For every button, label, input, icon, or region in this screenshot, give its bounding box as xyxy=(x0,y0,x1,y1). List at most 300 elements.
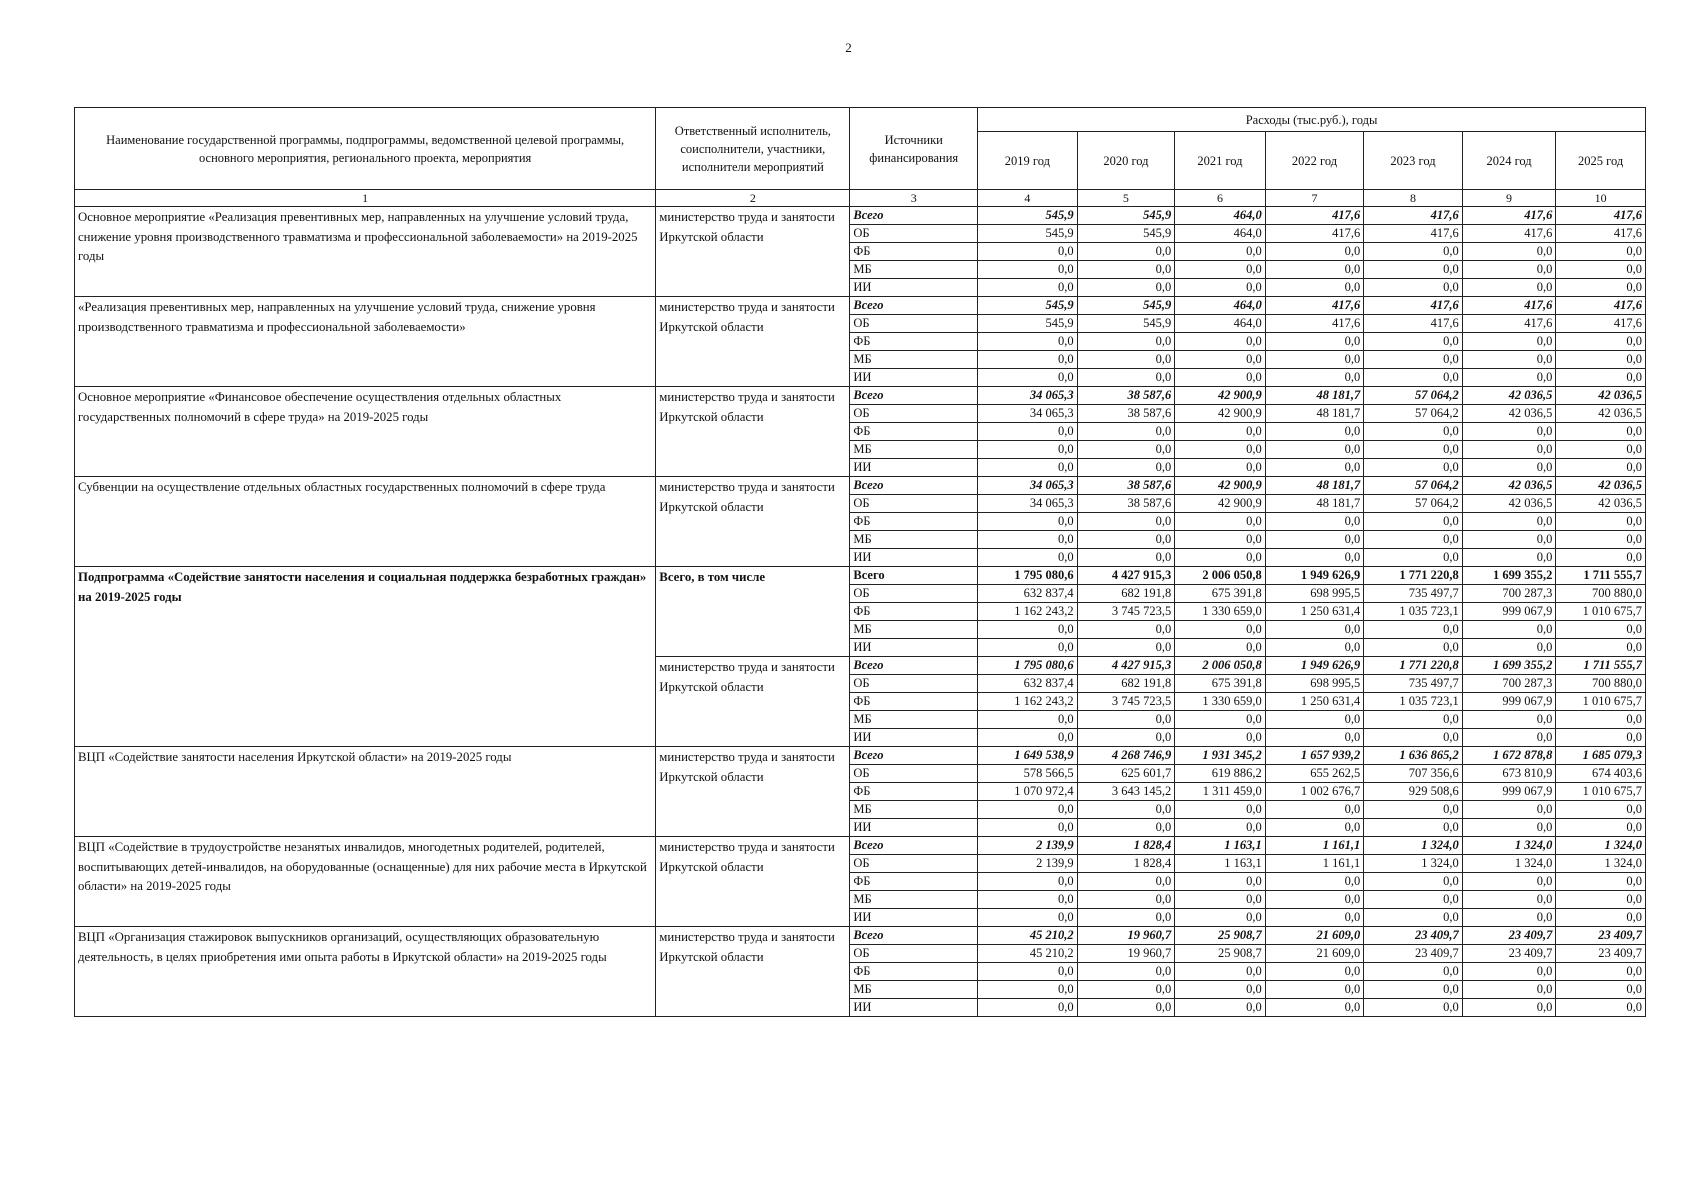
expense-value: 0,0 xyxy=(1265,423,1364,441)
expense-value: 0,0 xyxy=(1556,873,1646,891)
expense-value: 0,0 xyxy=(1462,963,1556,981)
funding-source: МБ xyxy=(850,981,978,999)
expense-value: 0,0 xyxy=(1364,621,1463,639)
expense-value: 0,0 xyxy=(1462,441,1556,459)
expense-value: 0,0 xyxy=(1265,801,1364,819)
expense-value: 38 587,6 xyxy=(1077,495,1175,513)
expense-value: 1 070 972,4 xyxy=(978,783,1078,801)
expenses-table xyxy=(74,107,1646,1017)
expense-value: 545,9 xyxy=(1077,207,1175,225)
column-number: 7 xyxy=(1265,190,1364,207)
expense-value: 675 391,8 xyxy=(1175,585,1266,603)
expense-value: 0,0 xyxy=(1462,873,1556,891)
expense-value: 0,0 xyxy=(1462,279,1556,297)
expense-value: 1 711 555,7 xyxy=(1556,567,1646,585)
expense-value: 1 931 345,2 xyxy=(1175,747,1266,765)
expense-value: 0,0 xyxy=(1364,441,1463,459)
funding-source: МБ xyxy=(850,441,978,459)
expense-value: 25 908,7 xyxy=(1175,945,1266,963)
table-body xyxy=(75,207,1646,1017)
expense-value: 0,0 xyxy=(1462,513,1556,531)
funding-source: ФБ xyxy=(850,423,978,441)
expense-value: 0,0 xyxy=(978,243,1078,261)
expense-value: 0,0 xyxy=(1462,981,1556,999)
expense-value: 417,6 xyxy=(1364,225,1463,243)
expense-value: 0,0 xyxy=(978,423,1078,441)
expense-value: 545,9 xyxy=(978,207,1078,225)
table-row xyxy=(75,477,1646,495)
expense-value: 0,0 xyxy=(978,909,1078,927)
expense-value: 0,0 xyxy=(1175,873,1266,891)
expense-value: 19 960,7 xyxy=(1077,945,1175,963)
program-name: ВЦП «Содействие занятости населения Иркутской области» на 2019-2025 годы xyxy=(75,747,656,837)
expense-value: 34 065,3 xyxy=(978,477,1078,495)
expense-value: 417,6 xyxy=(1364,207,1463,225)
expense-value: 0,0 xyxy=(1556,369,1646,387)
expense-value: 0,0 xyxy=(1077,279,1175,297)
expense-value: 42 900,9 xyxy=(1175,477,1266,495)
expense-value: 0,0 xyxy=(1462,999,1556,1017)
funding-source: МБ xyxy=(850,351,978,369)
header-year: 2020 год xyxy=(1077,132,1175,190)
column-number: 3 xyxy=(850,190,978,207)
expense-value: 57 064,2 xyxy=(1364,387,1463,405)
expense-value: 3 643 145,2 xyxy=(1077,783,1175,801)
expense-value: 0,0 xyxy=(1364,891,1463,909)
expense-value: 0,0 xyxy=(1077,261,1175,279)
expense-value: 0,0 xyxy=(1175,243,1266,261)
expense-value: 999 067,9 xyxy=(1462,693,1556,711)
expense-value: 0,0 xyxy=(1556,261,1646,279)
program-name: Подпрограмма «Содействие занятости населения и социальная поддержка безработных граждан» на 2019-2025 годы xyxy=(75,567,656,747)
expense-value: 464,0 xyxy=(1175,225,1266,243)
expense-value: 0,0 xyxy=(1077,423,1175,441)
expense-value: 0,0 xyxy=(978,369,1078,387)
header-year: 2023 год xyxy=(1364,132,1463,190)
expense-value: 48 181,7 xyxy=(1265,387,1364,405)
expense-value: 0,0 xyxy=(1556,891,1646,909)
expense-value: 2 139,9 xyxy=(978,855,1078,873)
table-row xyxy=(75,297,1646,315)
expense-value: 0,0 xyxy=(1265,369,1364,387)
expense-value: 673 810,9 xyxy=(1462,765,1556,783)
funding-source: Всего xyxy=(850,297,978,315)
expense-value: 0,0 xyxy=(978,981,1078,999)
expense-value: 23 409,7 xyxy=(1364,927,1463,945)
expense-value: 0,0 xyxy=(1556,549,1646,567)
expense-value: 417,6 xyxy=(1462,207,1556,225)
table-row xyxy=(75,927,1646,945)
expense-value: 0,0 xyxy=(1364,819,1463,837)
expense-value: 700 287,3 xyxy=(1462,675,1556,693)
table-row xyxy=(75,837,1646,855)
expense-value: 417,6 xyxy=(1556,207,1646,225)
expense-value: 0,0 xyxy=(978,549,1078,567)
expense-value: 464,0 xyxy=(1175,315,1266,333)
expense-value: 0,0 xyxy=(978,711,1078,729)
expense-value: 0,0 xyxy=(1265,441,1364,459)
expense-value: 0,0 xyxy=(1175,891,1266,909)
expense-value: 1 828,4 xyxy=(1077,837,1175,855)
expense-value: 0,0 xyxy=(1077,333,1175,351)
expense-value: 0,0 xyxy=(1077,891,1175,909)
expense-value: 0,0 xyxy=(1265,873,1364,891)
expense-value: 0,0 xyxy=(978,279,1078,297)
expense-value: 0,0 xyxy=(1364,459,1463,477)
expense-value: 0,0 xyxy=(978,963,1078,981)
expense-value: 417,6 xyxy=(1364,297,1463,315)
expense-value: 0,0 xyxy=(1462,819,1556,837)
expense-value: 0,0 xyxy=(1462,423,1556,441)
expense-value: 0,0 xyxy=(1175,639,1266,657)
expense-value: 0,0 xyxy=(1556,333,1646,351)
funding-source: ФБ xyxy=(850,873,978,891)
expense-value: 0,0 xyxy=(1462,351,1556,369)
expense-value: 0,0 xyxy=(978,729,1078,747)
expense-value: 1 161,1 xyxy=(1265,837,1364,855)
responsible-executor: министерство труда и занятости Иркутской области xyxy=(656,657,850,747)
expense-value: 57 064,2 xyxy=(1364,495,1463,513)
column-number: 5 xyxy=(1077,190,1175,207)
column-number: 9 xyxy=(1462,190,1556,207)
expense-value: 42 036,5 xyxy=(1462,495,1556,513)
expense-value: 0,0 xyxy=(978,873,1078,891)
expense-value: 42 900,9 xyxy=(1175,405,1266,423)
expense-value: 42 036,5 xyxy=(1556,387,1646,405)
responsible-executor: министерство труда и занятости Иркутской области xyxy=(656,927,850,1017)
expense-value: 700 880,0 xyxy=(1556,585,1646,603)
expense-value: 0,0 xyxy=(1077,549,1175,567)
expense-value: 0,0 xyxy=(1364,639,1463,657)
expense-value: 417,6 xyxy=(1556,297,1646,315)
expense-value: 0,0 xyxy=(1175,351,1266,369)
expense-value: 23 409,7 xyxy=(1462,927,1556,945)
expense-value: 0,0 xyxy=(1265,909,1364,927)
expense-value: 4 427 915,3 xyxy=(1077,567,1175,585)
expense-value: 632 837,4 xyxy=(978,675,1078,693)
expense-value: 1 699 355,2 xyxy=(1462,567,1556,585)
expense-value: 1 163,1 xyxy=(1175,837,1266,855)
expense-value: 42 900,9 xyxy=(1175,387,1266,405)
funding-source: МБ xyxy=(850,801,978,819)
funding-source: МБ xyxy=(850,621,978,639)
expense-value: 682 191,8 xyxy=(1077,585,1175,603)
expense-value: 0,0 xyxy=(1556,621,1646,639)
expense-value: 999 067,9 xyxy=(1462,603,1556,621)
expense-value: 682 191,8 xyxy=(1077,675,1175,693)
expense-value: 1 649 538,9 xyxy=(978,747,1078,765)
table-row xyxy=(75,207,1646,225)
expense-value: 0,0 xyxy=(1265,711,1364,729)
program-name: Субвенции на осуществление отдельных областных государственных полномочий в сфере труда xyxy=(75,477,656,567)
expense-value: 1 330 659,0 xyxy=(1175,603,1266,621)
funding-source: ОБ xyxy=(850,405,978,423)
expense-value: 0,0 xyxy=(978,459,1078,477)
expense-value: 0,0 xyxy=(1175,279,1266,297)
funding-source: ИИ xyxy=(850,999,978,1017)
expense-value: 0,0 xyxy=(978,891,1078,909)
expense-value: 0,0 xyxy=(1265,819,1364,837)
expense-value: 1 324,0 xyxy=(1556,855,1646,873)
expense-value: 0,0 xyxy=(1265,729,1364,747)
expense-value: 2 139,9 xyxy=(978,837,1078,855)
expense-value: 0,0 xyxy=(1265,459,1364,477)
expense-value: 42 036,5 xyxy=(1556,495,1646,513)
expense-value: 1 161,1 xyxy=(1265,855,1364,873)
expense-value: 42 036,5 xyxy=(1556,405,1646,423)
expense-value: 0,0 xyxy=(1556,981,1646,999)
expense-value: 0,0 xyxy=(1364,333,1463,351)
expense-value: 0,0 xyxy=(1556,441,1646,459)
expense-value: 1 771 220,8 xyxy=(1364,657,1463,675)
funding-source: Всего xyxy=(850,927,978,945)
expense-value: 0,0 xyxy=(1364,279,1463,297)
expense-value: 0,0 xyxy=(1265,351,1364,369)
expense-value: 2 006 050,8 xyxy=(1175,657,1266,675)
expense-value: 417,6 xyxy=(1462,315,1556,333)
funding-source: Всего xyxy=(850,837,978,855)
expense-value: 3 745 723,5 xyxy=(1077,693,1175,711)
expense-value: 42 036,5 xyxy=(1462,387,1556,405)
expense-value: 1 330 659,0 xyxy=(1175,693,1266,711)
header-name: Наименование государственной программы, подпрограммы, ведомственной целевой программы, основного мероприятия, регионального проекта, мероприятия xyxy=(75,108,656,190)
expense-value: 0,0 xyxy=(1556,729,1646,747)
expense-value: 632 837,4 xyxy=(978,585,1078,603)
expense-value: 464,0 xyxy=(1175,297,1266,315)
funding-source: ИИ xyxy=(850,639,978,657)
expense-value: 545,9 xyxy=(1077,315,1175,333)
expense-value: 1 162 243,2 xyxy=(978,603,1078,621)
expense-value: 698 995,5 xyxy=(1265,675,1364,693)
expense-value: 1 795 080,6 xyxy=(978,657,1078,675)
expense-value: 0,0 xyxy=(1265,891,1364,909)
responsible-executor: министерство труда и занятости Иркутской области xyxy=(656,837,850,927)
expense-value: 929 508,6 xyxy=(1364,783,1463,801)
expense-value: 0,0 xyxy=(1462,531,1556,549)
expense-value: 0,0 xyxy=(1077,621,1175,639)
expense-value: 0,0 xyxy=(1364,981,1463,999)
expense-value: 34 065,3 xyxy=(978,405,1078,423)
header-year: 2019 год xyxy=(978,132,1078,190)
expense-value: 1 162 243,2 xyxy=(978,693,1078,711)
expense-value: 0,0 xyxy=(1364,909,1463,927)
expense-value: 23 409,7 xyxy=(1556,945,1646,963)
expense-value: 42 036,5 xyxy=(1462,477,1556,495)
expense-value: 0,0 xyxy=(1265,243,1364,261)
expense-value: 0,0 xyxy=(1556,279,1646,297)
expense-value: 545,9 xyxy=(978,225,1078,243)
expense-value: 0,0 xyxy=(1077,639,1175,657)
expense-value: 0,0 xyxy=(1265,279,1364,297)
expense-value: 0,0 xyxy=(978,261,1078,279)
expense-value: 0,0 xyxy=(1175,549,1266,567)
column-number: 10 xyxy=(1556,190,1646,207)
expense-value: 1 163,1 xyxy=(1175,855,1266,873)
expense-value: 42 900,9 xyxy=(1175,495,1266,513)
responsible-executor: Всего, в том числе xyxy=(656,567,850,657)
expense-value: 25 908,7 xyxy=(1175,927,1266,945)
responsible-executor: министерство труда и занятости Иркутской области xyxy=(656,207,850,297)
expense-value: 0,0 xyxy=(1265,639,1364,657)
header-year: 2021 год xyxy=(1175,132,1266,190)
expense-value: 545,9 xyxy=(978,297,1078,315)
expense-value: 0,0 xyxy=(978,351,1078,369)
expense-value: 0,0 xyxy=(1364,963,1463,981)
expense-value: 0,0 xyxy=(1265,333,1364,351)
expense-value: 0,0 xyxy=(1175,819,1266,837)
expense-value: 38 587,6 xyxy=(1077,387,1175,405)
expense-value: 0,0 xyxy=(1175,621,1266,639)
expense-value: 735 497,7 xyxy=(1364,675,1463,693)
expense-value: 0,0 xyxy=(1077,441,1175,459)
expense-value: 417,6 xyxy=(1265,315,1364,333)
expense-value: 0,0 xyxy=(1556,909,1646,927)
expense-value: 1 636 865,2 xyxy=(1364,747,1463,765)
funding-source: МБ xyxy=(850,711,978,729)
expense-value: 0,0 xyxy=(1556,999,1646,1017)
expense-value: 0,0 xyxy=(1077,801,1175,819)
expense-value: 0,0 xyxy=(1364,999,1463,1017)
expense-value: 0,0 xyxy=(1364,261,1463,279)
expense-value: 1 828,4 xyxy=(1077,855,1175,873)
expense-value: 1 324,0 xyxy=(1462,855,1556,873)
expense-value: 48 181,7 xyxy=(1265,477,1364,495)
expense-value: 417,6 xyxy=(1462,225,1556,243)
expense-value: 0,0 xyxy=(1556,351,1646,369)
expense-value: 0,0 xyxy=(1265,531,1364,549)
header-source: Источники финансирования xyxy=(850,108,978,190)
expense-value: 45 210,2 xyxy=(978,945,1078,963)
expense-value: 0,0 xyxy=(1175,909,1266,927)
expense-value: 0,0 xyxy=(1364,549,1463,567)
expense-value: 38 587,6 xyxy=(1077,405,1175,423)
column-number: 1 xyxy=(75,190,656,207)
expense-value: 0,0 xyxy=(978,801,1078,819)
expense-value: 0,0 xyxy=(1175,441,1266,459)
funding-source: ИИ xyxy=(850,369,978,387)
column-number: 6 xyxy=(1175,190,1266,207)
program-name: ВЦП «Организация стажировок выпускников организаций, осуществляющих образовательную деятельность, в целях приобретения ими опыта работы в Иркутской области» на 2019-2025 годы xyxy=(75,927,656,1017)
expense-value: 34 065,3 xyxy=(978,495,1078,513)
expense-value: 0,0 xyxy=(1556,819,1646,837)
expense-value: 1 711 555,7 xyxy=(1556,657,1646,675)
expense-value: 1 324,0 xyxy=(1556,837,1646,855)
expense-value: 417,6 xyxy=(1462,297,1556,315)
expense-value: 1 250 631,4 xyxy=(1265,603,1364,621)
funding-source: Всего xyxy=(850,207,978,225)
expense-value: 625 601,7 xyxy=(1077,765,1175,783)
expense-value: 1 250 631,4 xyxy=(1265,693,1364,711)
funding-source: ФБ xyxy=(850,783,978,801)
expense-value: 0,0 xyxy=(1364,729,1463,747)
expense-value: 0,0 xyxy=(1364,369,1463,387)
expense-value: 0,0 xyxy=(1175,261,1266,279)
funding-source: ОБ xyxy=(850,855,978,873)
program-name: ВЦП «Содействие в трудоустройстве незанятых инвалидов, многодетных родителей, родителей, воспитывающих детей-инвалидов, на оборудованные (оснащенные) для них рабочие места в Иркутской области» на 2019-2025 годы xyxy=(75,837,656,927)
expense-value: 0,0 xyxy=(978,999,1078,1017)
expense-value: 619 886,2 xyxy=(1175,765,1266,783)
expense-value: 545,9 xyxy=(978,315,1078,333)
table-row xyxy=(75,567,1646,585)
expense-value: 464,0 xyxy=(1175,207,1266,225)
funding-source: ИИ xyxy=(850,729,978,747)
expense-value: 4 268 746,9 xyxy=(1077,747,1175,765)
expense-value: 1 324,0 xyxy=(1364,855,1463,873)
expense-value: 674 403,6 xyxy=(1556,765,1646,783)
expense-value: 1 672 878,8 xyxy=(1462,747,1556,765)
funding-source: ИИ xyxy=(850,549,978,567)
expense-value: 57 064,2 xyxy=(1364,405,1463,423)
expense-value: 0,0 xyxy=(1175,423,1266,441)
expense-value: 1 657 939,2 xyxy=(1265,747,1364,765)
expense-value: 1 002 676,7 xyxy=(1265,783,1364,801)
expense-value: 0,0 xyxy=(1364,513,1463,531)
funding-source: ИИ xyxy=(850,279,978,297)
expense-value: 0,0 xyxy=(1175,999,1266,1017)
expense-value: 0,0 xyxy=(978,639,1078,657)
expense-value: 0,0 xyxy=(1265,999,1364,1017)
expense-value: 700 287,3 xyxy=(1462,585,1556,603)
expense-value: 417,6 xyxy=(1265,297,1364,315)
expense-value: 417,6 xyxy=(1265,225,1364,243)
expense-value: 0,0 xyxy=(1077,459,1175,477)
funding-source: ОБ xyxy=(850,945,978,963)
expense-value: 0,0 xyxy=(1175,531,1266,549)
funding-source: ОБ xyxy=(850,585,978,603)
expense-value: 1 010 675,7 xyxy=(1556,693,1646,711)
expense-value: 23 409,7 xyxy=(1556,927,1646,945)
program-name: «Реализация превентивных мер, направленных на улучшение условий труда, снижение уровня производственного травматизма и профессиональной заболеваемости» xyxy=(75,297,656,387)
funding-source: Всего xyxy=(850,747,978,765)
expense-value: 1 324,0 xyxy=(1364,837,1463,855)
expense-value: 0,0 xyxy=(1364,351,1463,369)
header-responsible: Ответственный исполнитель, соисполнители, участники, исполнители мероприятий xyxy=(656,108,850,190)
funding-source: ОБ xyxy=(850,675,978,693)
expense-value: 4 427 915,3 xyxy=(1077,657,1175,675)
expense-value: 0,0 xyxy=(1175,369,1266,387)
expense-value: 0,0 xyxy=(1462,261,1556,279)
expense-value: 21 609,0 xyxy=(1265,927,1364,945)
expense-value: 0,0 xyxy=(978,333,1078,351)
expense-value: 735 497,7 xyxy=(1364,585,1463,603)
expense-value: 417,6 xyxy=(1364,315,1463,333)
expense-value: 1 324,0 xyxy=(1462,837,1556,855)
expense-value: 0,0 xyxy=(978,441,1078,459)
expense-value: 23 409,7 xyxy=(1462,945,1556,963)
expense-value: 21 609,0 xyxy=(1265,945,1364,963)
funding-source: Всего xyxy=(850,477,978,495)
expense-value: 0,0 xyxy=(1175,459,1266,477)
column-number: 2 xyxy=(656,190,850,207)
expense-value: 1 795 080,6 xyxy=(978,567,1078,585)
expense-value: 0,0 xyxy=(1364,531,1463,549)
expense-value: 1 010 675,7 xyxy=(1556,783,1646,801)
expense-value: 0,0 xyxy=(1364,423,1463,441)
expense-value: 0,0 xyxy=(1556,639,1646,657)
expense-value: 0,0 xyxy=(1175,711,1266,729)
expense-value: 0,0 xyxy=(1077,819,1175,837)
expense-value: 0,0 xyxy=(1364,873,1463,891)
expense-value: 34 065,3 xyxy=(978,387,1078,405)
expense-value: 0,0 xyxy=(1265,513,1364,531)
expense-value: 1 035 723,1 xyxy=(1364,603,1463,621)
expense-value: 0,0 xyxy=(1077,729,1175,747)
expense-value: 23 409,7 xyxy=(1364,945,1463,963)
expense-value: 1 010 675,7 xyxy=(1556,603,1646,621)
header-expenses: Расходы (тыс.руб.), годы xyxy=(978,108,1646,132)
responsible-executor: министерство труда и занятости Иркутской области xyxy=(656,387,850,477)
expense-value: 1 949 626,9 xyxy=(1265,567,1364,585)
